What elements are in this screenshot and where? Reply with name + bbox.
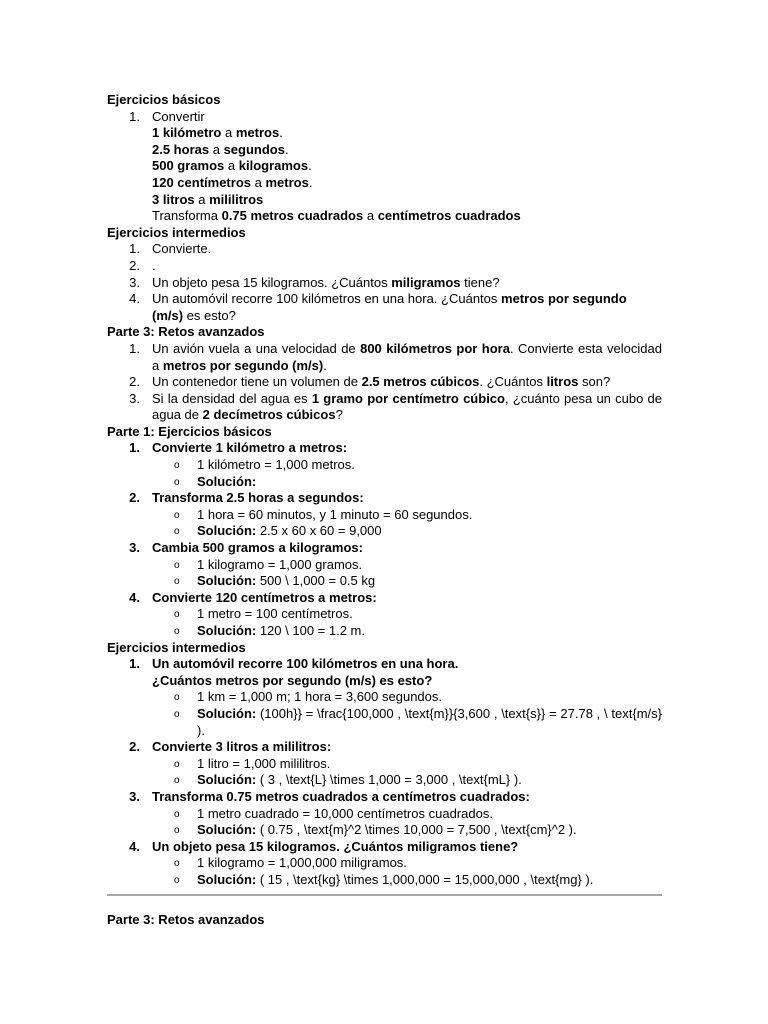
bullet-item: o 1 metro = 100 centímetros. bbox=[174, 606, 353, 622]
list-subline: 1 kilómetro a metros. bbox=[152, 125, 283, 141]
list-item: 3. Si la densidad del agua es 1 gramo por centímetro cúbico, ¿cuánto pesa un cubo de agua de 2 decímetros cúbicos? bbox=[129, 390, 663, 423]
list-item: 1. Un automóvil recorre 100 kilómetros en una hora. bbox=[129, 656, 459, 672]
list-item: 4. Convierte 120 centímetros a metros: bbox=[129, 589, 377, 605]
bullet-item: o Solución: (100h}} = \frac{100,000 , \text{m}}{3,600 , \text{s}} = 27.78 , \ text{m/s} ). bbox=[174, 705, 662, 738]
bullet-item: o Solución: 500 \ 1,000 = 0.5 kg bbox=[174, 573, 376, 589]
list-item: 4. Un automóvil recorre 100 kilómetros en una hora. ¿Cuántos metros por segundo bbox=[129, 291, 627, 307]
list-item: 1. Convierte. bbox=[129, 241, 212, 257]
list-subline: 2.5 horas a segundos. bbox=[152, 141, 289, 157]
list-item: 3. Cambia 500 gramos a kilogramos: bbox=[129, 540, 363, 556]
bullet-item: o 1 kilogramo = 1,000,000 miligramos. bbox=[174, 855, 407, 871]
heading-retos-avanzados-2: Parte 3: Retos avanzados bbox=[107, 911, 265, 927]
list-item: 3. Transforma 0.75 metros cuadrados a centímetros cuadrados: bbox=[129, 788, 530, 804]
horizontal-divider bbox=[107, 894, 662, 896]
list-item: 1. Convertir bbox=[129, 108, 205, 124]
heading-ejercicios-intermedios-2: Ejercicios intermedios bbox=[107, 639, 246, 655]
bullet-item: o Solución: 120 \ 100 = 1.2 m. bbox=[174, 623, 365, 638]
bullet-item: o Solución: ( 0.75 , \text{m}^2 \times 10,000 = 7,500 , \text{cm}^2 ). bbox=[174, 822, 577, 838]
list-item: 4. Un objeto pesa 15 kilogramos. ¿Cuántos miligramos tiene? bbox=[129, 838, 519, 854]
list-item: 2. . bbox=[129, 257, 156, 273]
bullet-item: o Solución: ( 3 , \text{L} \times 1,000 = 3,000 , \text{mL} ). bbox=[174, 772, 522, 788]
bullet-item: o 1 km = 1,000 m; 1 hora = 3,600 segundos. bbox=[174, 689, 442, 705]
list-subline: 3 litros a mililitros bbox=[152, 191, 264, 207]
list-item: 1. Un avión vuela a una velocidad de 800 kilómetros por hora. Convierte esta velocidad a metros por segundo (m/s). bbox=[129, 340, 662, 373]
list-subline: (m/s) es esto? bbox=[152, 307, 236, 323]
heading-ejercicios-basicos: Ejercicios básicos bbox=[107, 92, 221, 107]
list-subline: Transforma 0.75 metros cuadrados a centímetros cuadrados bbox=[152, 208, 521, 224]
list-item: 2. Convierte 3 litros a mililitros: bbox=[129, 739, 332, 755]
bullet-item: o 1 kilómetro = 1,000 metros. bbox=[174, 457, 355, 473]
list-subline: 120 centímetros a metros. bbox=[152, 174, 313, 190]
heading-retos-avanzados: Parte 3: Retos avanzados bbox=[107, 324, 265, 340]
list-item: 2. Transforma 2.5 horas a segundos: bbox=[129, 490, 364, 506]
heading-ejercicios-intermedios: Ejercicios intermedios bbox=[107, 224, 246, 240]
heading-parte-1: Parte 1: Ejercicios básicos bbox=[107, 423, 272, 439]
bullet-item: o 1 metro cuadrado = 10,000 centímetros cuadrados. bbox=[174, 805, 493, 821]
list-item: 3. Un objeto pesa 15 kilogramos. ¿Cuántos miligramos tiene? bbox=[129, 274, 500, 290]
bullet-item: o 1 kilogramo = 1,000 gramos. bbox=[174, 556, 363, 572]
list-subline: ¿Cuántos metros por segundo (m/s) es esto? bbox=[152, 672, 433, 688]
bullet-item: o Solución: ( 15 , \text{kg} \times 1,000,000 = 15,000,000 , \text{mg} ). bbox=[174, 871, 594, 887]
bullet-item: o Solución: 2.5 x 60 x 60 = 9,000 bbox=[174, 523, 382, 539]
bullet-item: o Solución: bbox=[174, 473, 257, 489]
list-item: 1. Convierte 1 kilómetro a metros: bbox=[129, 440, 348, 456]
bullet-item: o 1 litro = 1,000 mililitros. bbox=[174, 755, 331, 771]
list-item: 2. Un contenedor tiene un volumen de 2.5 metros cúbicos. ¿Cuántos litros son? bbox=[129, 374, 611, 390]
document-content bbox=[107, 92, 662, 928]
bullet-item: o 1 hora = 60 minutos, y 1 minuto = 60 segundos. bbox=[174, 506, 473, 522]
list-subline: 500 gramos a kilogramos. bbox=[152, 158, 312, 174]
